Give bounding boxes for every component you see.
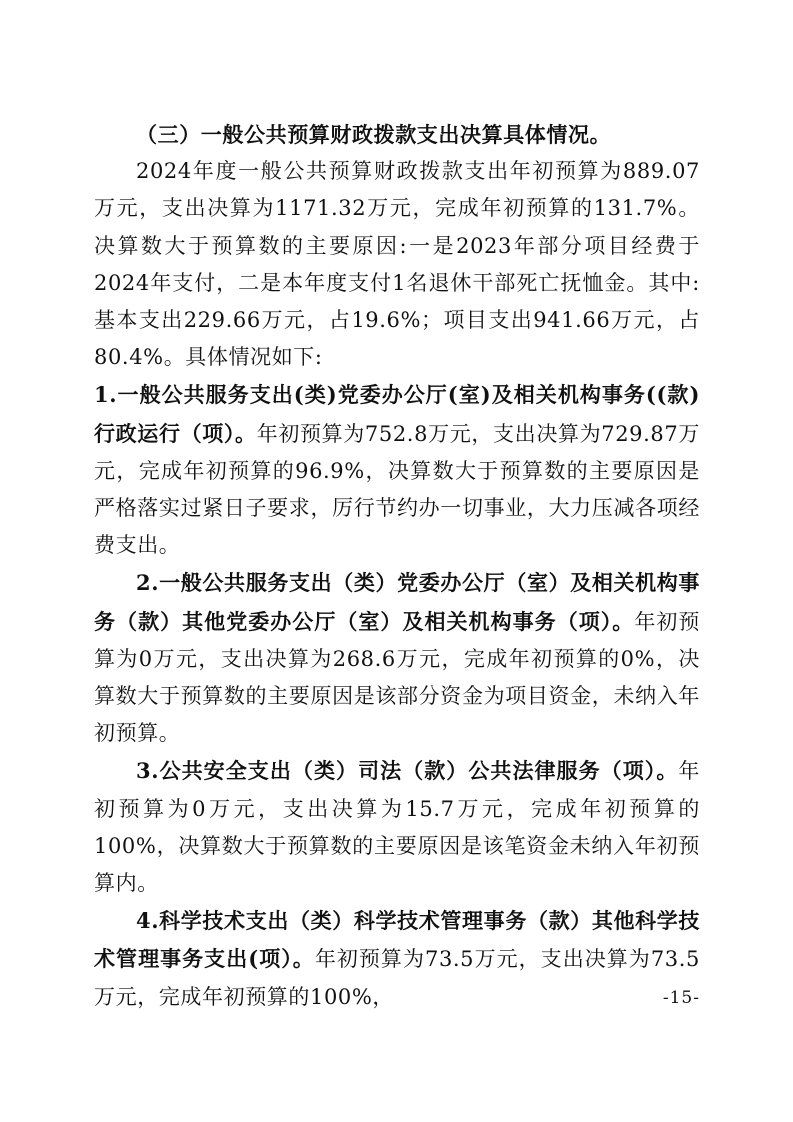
item-body-2: 年初预算为0万元，支出决算为268.6万元，完成年初预算的0%，决算数大于预算数的主要原因是该部分资金为项目资金，未纳入年初预算。 bbox=[94, 609, 700, 746]
item-title-3: 3.公共安全支出（类）司法（款）公共法律服务（项）。 bbox=[136, 758, 679, 784]
intro-paragraph: 2024年度一般公共预算财政拨款支出年初预算为889.07万元，支出决算为1171.32万元，完成年初预算的131.7%。决算数大于预算数的主要原因:一是2023年部分项目经费于2024年支付，二是本年度支付1名退休干部死亡抚恤金。其中:基本支出229.66万元，占19.6%；项目支出941.66万元，占80.4%。具体情况如下: bbox=[94, 159, 700, 370]
section-heading: （三）一般公共预算财政拨款支出决算具体情况。 bbox=[136, 122, 612, 147]
page-number: -15- bbox=[662, 988, 700, 1008]
item-paragraph-3 bbox=[94, 752, 700, 902]
item-title-2: 2.一般公共服务支出（类）党委办公厅（室）及相关机构事务（款）其他党委办公厅（室）及相关机构事务（项）。 bbox=[94, 570, 700, 634]
item-body-3: 年初预算为0万元，支出决算为15.7万元，完成年初预算的100%，决算数大于预算数的主要原因是该笔资金未纳入年初预算内。 bbox=[94, 759, 700, 896]
item-title-4: 4.科学技术支出（类）科学技术管理事务（款）其他科学技术管理事务支出(项）。 bbox=[94, 908, 700, 972]
item-body-4: 年初预算为73.5万元，支出决算为73.5万元，完成年初预算的100%， bbox=[94, 947, 700, 1009]
document-body bbox=[94, 116, 700, 1016]
item-body-1: 年初预算为752.8万元，支出决算为729.87万元，完成年初预算的96.9%，决算数大于预算数的主要原因是严格落实过紧日子要求，厉行节约办一切事业，大力压减各项经费支出。 bbox=[94, 421, 700, 558]
item-title-1: 1.一般公共服务支出(类)党委办公厅(室)及相关机构事务((款)行政运行（项）。 bbox=[94, 382, 700, 446]
item-paragraph-2 bbox=[94, 564, 700, 752]
item-paragraph-1 bbox=[94, 376, 700, 564]
item-paragraph-4 bbox=[94, 902, 700, 1016]
